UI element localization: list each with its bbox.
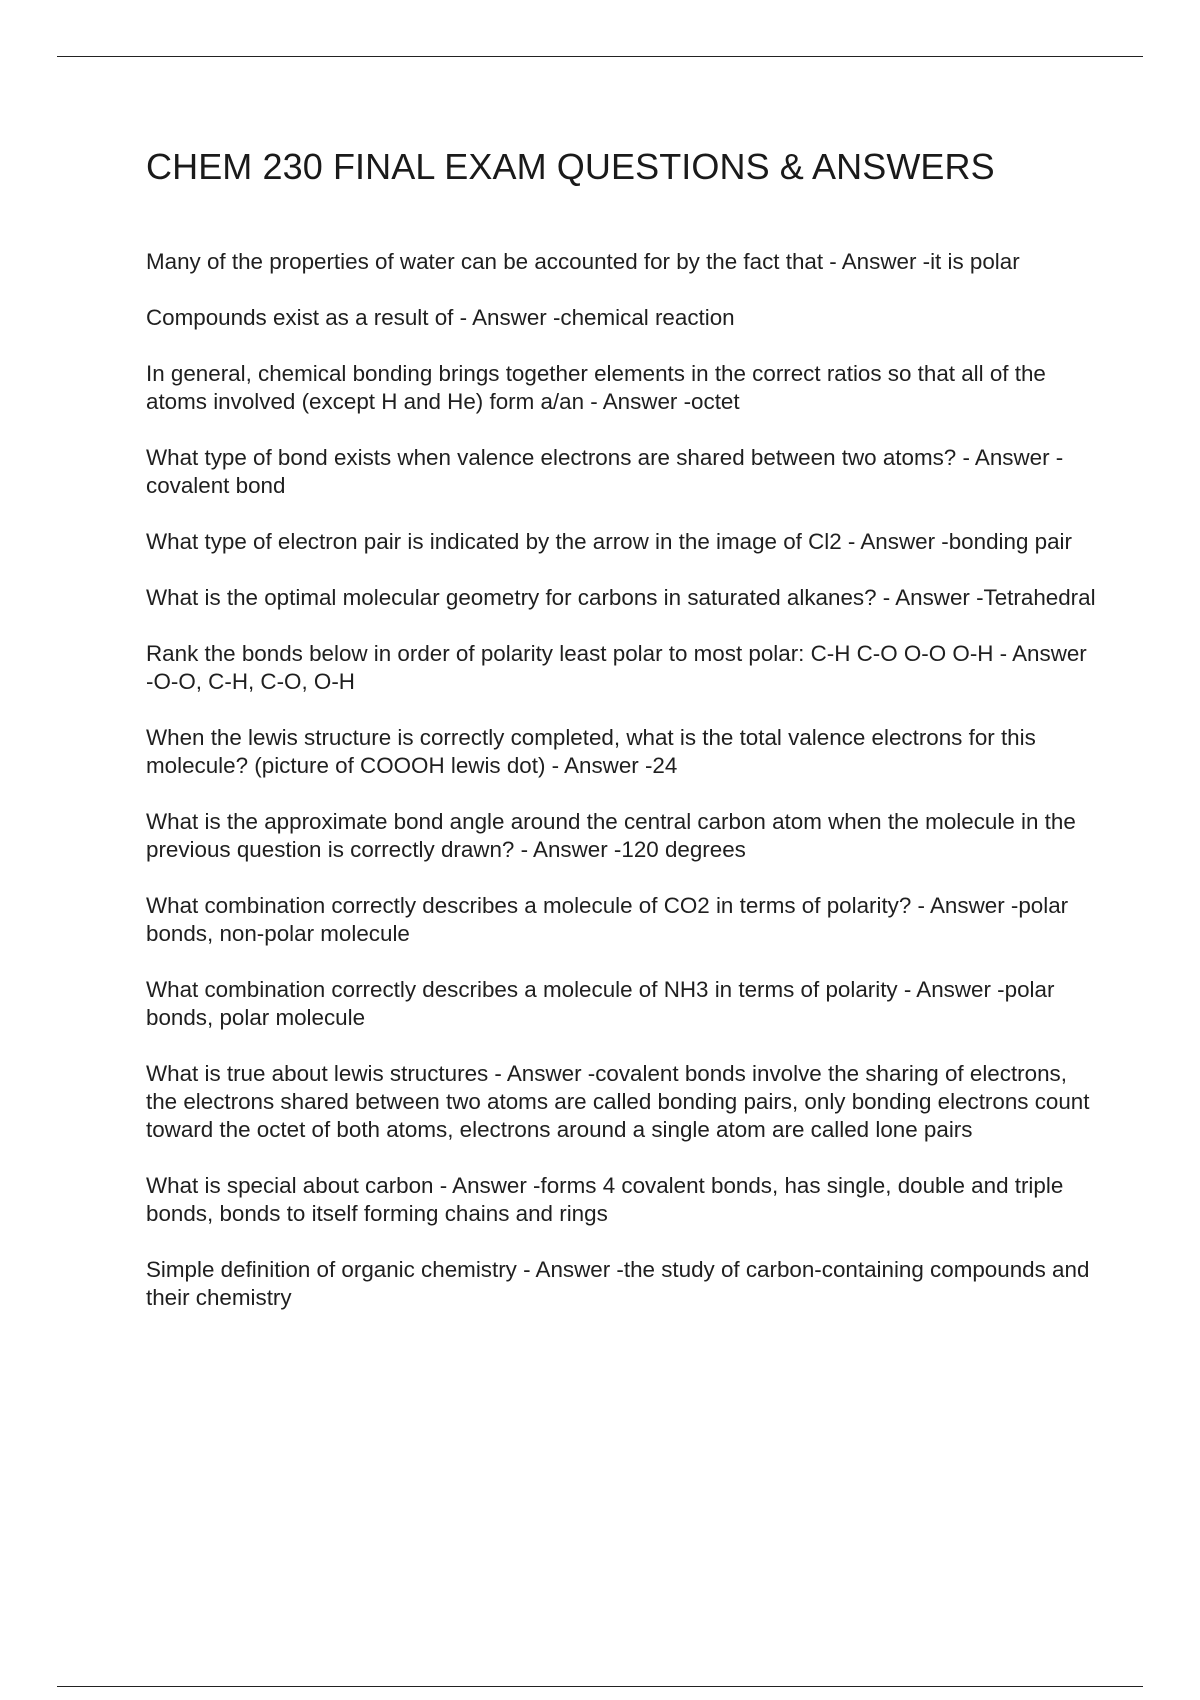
top-rule bbox=[57, 56, 1143, 57]
qa-item: What combination correctly describes a molecule of CO2 in terms of polarity? - Answer -polar bonds, non-polar molecule bbox=[146, 893, 1069, 946]
qa-item: Simple definition of organic chemistry - Answer -the study of carbon-containing compounds and their chemistry bbox=[146, 1257, 1090, 1310]
qa-item: What combination correctly describes a molecule of NH3 in terms of polarity - Answer -polar bonds, polar molecule bbox=[146, 977, 1055, 1030]
qa-item: Many of the properties of water can be accounted for by the fact that - Answer -it is polar bbox=[146, 249, 1020, 274]
qa-item: What is special about carbon - Answer -forms 4 covalent bonds, has single, double and triple bonds, bonds to itself forming chains and rings bbox=[146, 1173, 1064, 1226]
qa-item: What is true about lewis structures - Answer -covalent bonds involve the sharing of electrons, the electrons shared between two atoms are called bonding pairs, only bonding electrons count toward the octet of both atoms, electrons around a single atom are called lone pairs bbox=[146, 1061, 1090, 1142]
qa-list bbox=[146, 248, 1096, 1312]
qa-item: What is the optimal molecular geometry for carbons in saturated alkanes? - Answer -Tetrahedral bbox=[146, 585, 1096, 610]
document-body bbox=[146, 140, 1096, 1340]
document-title: CHEM 230 FINAL EXAM QUESTIONS & ANSWERS bbox=[146, 146, 995, 187]
qa-item: What type of electron pair is indicated by the arrow in the image of Cl2 - Answer -bonding pair bbox=[146, 529, 1072, 554]
qa-item: What type of bond exists when valence electrons are shared between two atoms? - Answer -covalent bond bbox=[146, 445, 1064, 498]
bottom-rule bbox=[57, 1686, 1143, 1687]
qa-item: Rank the bonds below in order of polarity least polar to most polar: C-H C-O O-O O-H - Answer -O-O, C-H, C-O, O-H bbox=[146, 641, 1087, 694]
qa-item: What is the approximate bond angle around the central carbon atom when the molecule in the previous question is correctly drawn? - Answer -120 degrees bbox=[146, 809, 1076, 862]
qa-item: When the lewis structure is correctly completed, what is the total valence electrons for this molecule? (picture of COOOH lewis dot) - Answer -24 bbox=[146, 725, 1036, 778]
qa-item: Compounds exist as a result of - Answer -chemical reaction bbox=[146, 305, 735, 330]
qa-item: In general, chemical bonding brings together elements in the correct ratios so that all of the atoms involved (except H and He) form a/an - Answer -octet bbox=[146, 361, 1046, 414]
